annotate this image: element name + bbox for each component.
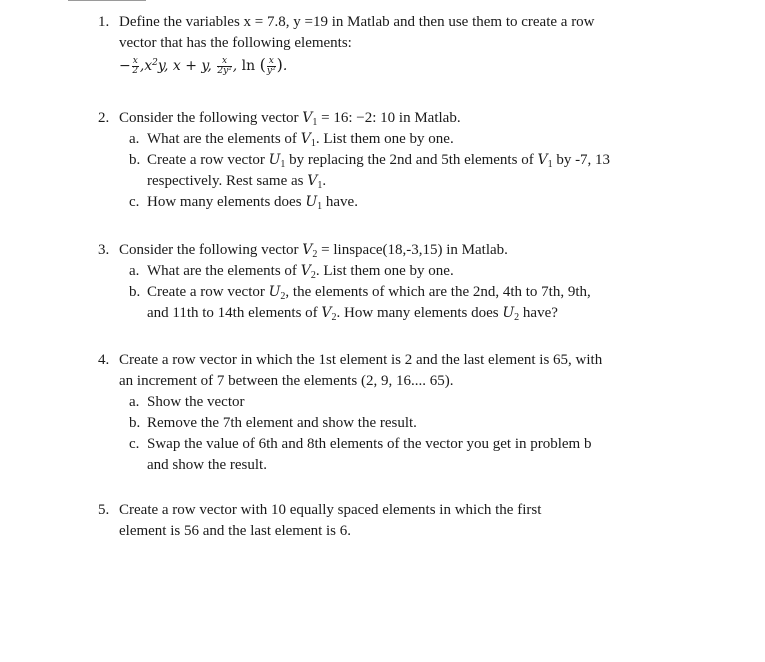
fraction (217, 57, 231, 76)
question-number: 5. (98, 502, 110, 518)
text-run: by replacing the 2nd and 5th elements of (285, 152, 538, 168)
subscript: 1 (312, 117, 318, 128)
comma: , (232, 58, 238, 74)
math-variable: U (305, 194, 318, 210)
comma: , (139, 58, 145, 74)
question-4 (98, 350, 708, 476)
subscript: 1 (317, 180, 323, 191)
math-term: x (144, 58, 153, 74)
math-expression (119, 54, 708, 80)
text-run: . (322, 173, 327, 189)
subscript: 2 (514, 312, 520, 323)
sub-question-letter: b. (129, 152, 141, 168)
top-rule (68, 0, 146, 1)
fraction (132, 57, 139, 76)
text-run: and 11th to 14th elements of (147, 305, 322, 321)
text-run: and show the result. (147, 457, 267, 473)
question-text-line: vector that has the following elements: (119, 35, 352, 51)
sub-question-letter: a. (129, 131, 140, 147)
text-run: , the elements of which are the 2nd, 4th to 7th, 9th, (285, 284, 591, 300)
sub-question-letter: a. (129, 394, 140, 410)
math-variable: V (302, 110, 313, 126)
denominator: y² (266, 65, 276, 76)
question-2 (98, 108, 708, 213)
question-text-line (119, 240, 708, 261)
question-number: 4. (98, 352, 110, 368)
subscript: 2 (310, 270, 316, 281)
math-variable: U (502, 305, 515, 321)
exponent: 2 (152, 58, 158, 68)
question-text-line: element is 56 and the last element is 6. (119, 523, 352, 539)
period: . (282, 58, 288, 74)
math-variable: V (537, 152, 548, 168)
math-variable: V (300, 263, 311, 279)
denominator: 2 (132, 65, 139, 76)
question-number: 3. (98, 242, 110, 258)
text-run: respectively. Rest same as (147, 173, 308, 189)
right-paren: ) (276, 55, 283, 74)
subscript: 2 (280, 291, 286, 302)
question-5 (98, 500, 708, 542)
text-run: . List them one by one. (315, 263, 454, 279)
text-run: Create a row vector (147, 284, 269, 300)
left-paren: ( (259, 55, 266, 74)
text-run: have. (322, 194, 358, 210)
math-variable: V (321, 305, 332, 321)
question-3 (98, 240, 708, 324)
text-run: Consider the following vector (119, 110, 303, 126)
sub-question-letter: b. (129, 415, 141, 431)
question-text-line: an increment of 7 between the elements (2, 9, 16.... 65). (119, 373, 454, 389)
question-number: 2. (98, 110, 110, 126)
math-term: x + y, (172, 58, 212, 74)
text-run: = linspace(18,-3,15) in Matlab. (317, 242, 508, 258)
text-run: by -7, 13 (552, 152, 611, 168)
minus-sign: − (119, 58, 131, 74)
text-run: . How many elements does (336, 305, 503, 321)
text-run: What are the elements of (147, 263, 301, 279)
subscript: 2 (331, 312, 337, 323)
text-run: Consider the following vector (119, 242, 303, 258)
sub-question-a (129, 261, 708, 282)
math-term: y, (157, 58, 169, 74)
math-variable: V (300, 131, 311, 147)
question-text-line: Create a row vector in which the 1st element is 2 and the last element is 65, with (119, 352, 603, 368)
text-run: What are the elements of (147, 131, 301, 147)
fraction (267, 57, 276, 76)
sub-question-a (129, 392, 708, 413)
text-run: Swap the value of 6th and 8th elements of the vector you get in problem b (147, 436, 592, 452)
text-run: Remove the 7th element and show the result. (147, 415, 417, 431)
subscript: 1 (310, 138, 316, 149)
subscript: 1 (317, 201, 323, 212)
question-text-line: Create a row vector with 10 equally spaced elements in which the first (119, 502, 542, 518)
math-variable: V (302, 242, 313, 258)
sub-question-c (129, 434, 708, 476)
numerator: x (217, 57, 231, 67)
sub-question-a (129, 129, 708, 150)
question-number: 1. (98, 14, 110, 30)
numerator: x (268, 55, 274, 66)
sub-question-b (129, 150, 708, 192)
subscript: 1 (280, 159, 286, 170)
sub-question-letter: b. (129, 284, 141, 300)
subscript: 2 (312, 249, 318, 260)
question-text-line: Define the variables x = 7.8, y =19 in Matlab and then use them to create a row (119, 14, 595, 30)
sub-question-b (129, 413, 708, 434)
text-run: = 16: −2: 10 in Matlab. (317, 110, 461, 126)
sub-question-letter: a. (129, 263, 140, 279)
sub-question-b (129, 282, 708, 324)
subscript: 1 (547, 159, 553, 170)
text-run: Show the vector (147, 394, 245, 410)
question-1 (98, 12, 708, 80)
math-variable: U (268, 152, 281, 168)
numerator: x (132, 55, 138, 66)
sub-question-letter: c. (129, 194, 140, 210)
text-run: How many elements does (147, 194, 306, 210)
text-run: Create a row vector (147, 152, 269, 168)
question-text-line (119, 108, 708, 129)
sub-question-c (129, 192, 708, 213)
denominator: 2y² (217, 65, 232, 76)
math-variable: U (268, 284, 281, 300)
sub-question-letter: c. (129, 436, 140, 452)
ln-function: ln (241, 58, 256, 74)
text-run: have? (519, 305, 558, 321)
text-run: . List them one by one. (315, 131, 454, 147)
math-variable: V (307, 173, 318, 189)
